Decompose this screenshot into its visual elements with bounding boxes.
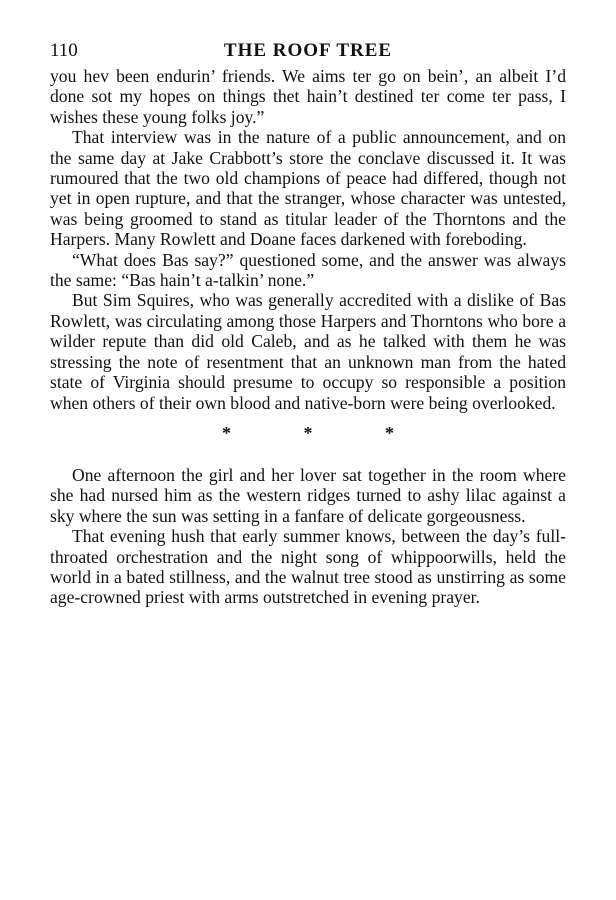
paragraph: “What does Bas say?” questioned some, and the answer was always the same: “Bas hain’t a-talkin’ none.” [50, 249, 566, 291]
paragraph: That interview was in the nature of a public announcement, and on the same day at Jake Crabbott’s store the conclave discussed it. It was rumoured that the two old champions of peace had differed, though not yet in open rupture, and that the stranger, whose character was untested, was being groomed to stand as titular leader of the Thorntons and the Harpers. Many Rowlett and Doane faces darkened with foreboding. [50, 127, 566, 250]
paragraph: But Sim Squires, who was generally accredited with a dislike of Bas Rowlett, was circulating among those Harpers and Thorntons who bore a wilder repute than did old Caleb, and as he talked with them he was stressing the note of resentment that an unknown man from the hated state of Virginia should presume to occupy so responsible a position when others of their own blood and native-born were being overlooked. [50, 290, 566, 413]
page-header [50, 36, 566, 66]
paragraph-continued: you hev been endurin’ friends. We aims ter go on bein’, an albeit I’d done sot my hopes on things thet hain’t destined ter come ter pass, I wishes these young folks joy.” [50, 66, 566, 127]
page-number: 110 [50, 40, 78, 61]
paragraph: One afternoon the girl and her lover sat together in the room where she had nursed him as the western ridges turned to ashy lilac against a sky where the sun was setting in a fanfare of delicate gorgeousness. [50, 464, 566, 526]
section-break-asterisks: * * * [222, 422, 428, 443]
paragraph: That evening hush that early summer knows, between the day’s full-throated orchestration and the night song of whippoorwills, held the world in a bated stillness, and the walnut tree stood as unstirring as some age-crowned priest with arms outstretched in evening prayer. [50, 526, 566, 608]
book-page [50, 36, 566, 608]
running-title: THE ROOF TREE [223, 40, 393, 61]
body-text [50, 66, 566, 608]
